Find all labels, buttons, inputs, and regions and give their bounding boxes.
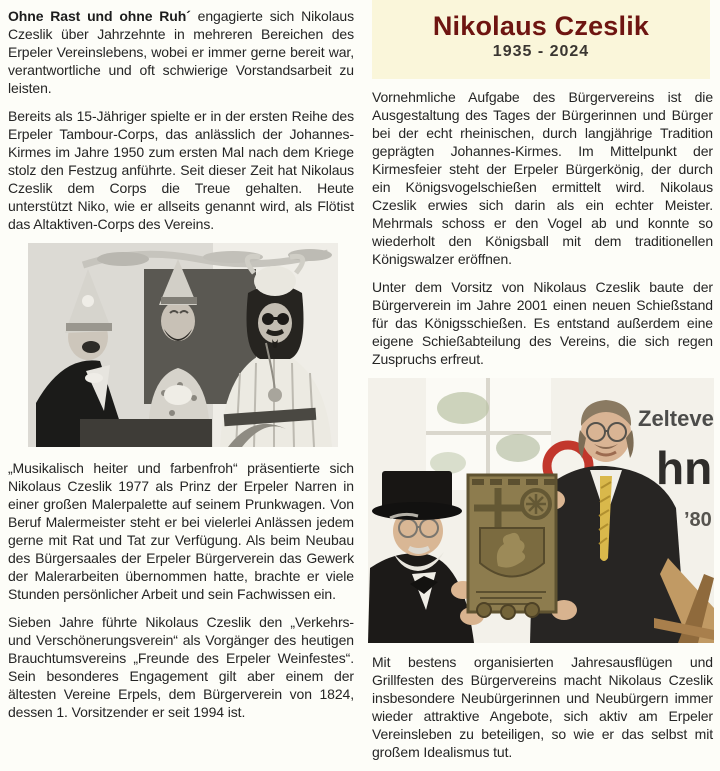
paragraph-intro [8, 7, 354, 97]
paragraph-intro-lead: Ohne Rast und ohne Ruh´ [8, 8, 191, 24]
paragraph-tambour-corps: Bereits als 15-Jähriger spielte er in der ersten Reihe des Erpeler Tambour-Corps, das anlässlich der Johannes-Kirmes im Jahre 1950 zum ersten Mal nach dem Kriege stolz den Festzug anführte. Seit dieser Zeit hat Nikolaus Czeslik dem Corps die Treue gehalten. Heute unterstützt Niko, wie er allseits genannt wird, als Flötist das Altaktiven-Corps des Vereins. [8, 108, 354, 232]
paragraph-intro-rest: engagierte sich Nikolaus Czeslik über Jahrzehnte in mehreren Bereichen des Erpeler Vereinslebens, wobei er immer gerne bereit war, verantwortliche und oft schwierige Vorstandsarbeit zu leisten. [8, 8, 355, 96]
carnival-photo [28, 243, 354, 447]
page-title: Nikolaus Czeslik [432, 11, 650, 41]
carnival-photo-graphic [28, 243, 338, 447]
banner-text-line1: Zelteve [638, 406, 714, 431]
banner-text-line3: ’80 [684, 509, 712, 531]
paragraph-ausfluege: Mit bestens organisierten Jahresausflügen und Grillfesten des Bürgervereins macht Nikolaus Czeslik insbesondere Neubürgerinnen und Neubürgern immer wieder attraktive Angebote, sich aktiv am Erpeler Vereinsleben zu beteiligen, so wie er das selbst mit großem Idealismus tut. [372, 654, 713, 760]
right-column [372, 0, 713, 771]
paragraph-schiessstand: Unter dem Vorsitz von Nikolaus Czeslik baute der Bürgerverein im Jahre 2001 einen neuen Schießstand für das Königsschießen. Es entstand außerdem eine eigene Schießabteilung des Vereins, die sich regen Zuspruchs erfreut. [372, 279, 713, 367]
banner-text-line2: hn [656, 442, 713, 494]
plaque-photo-graphic [368, 378, 714, 643]
paragraph-carnival: „Musikalisch heiter und farbenfroh“ präsentierte sich Nikolaus Czeslik 1977 als Prinz der Erpeler Narren in einer großen Malerpalette auf seinem Prunkwagen. Von Beruf Malermeister steht er bei vielerlei Anlässen jedem gerne mit Rat und Tat zur Verfügung. Als beim Neubau des Bürgersaales der Erpeler Bürgerverein das Gewerk der Malerarbeiten übernommen hatte, brachte er viele Stunden persönlicher Arbeit und sein Fachwissen ein. [8, 460, 354, 602]
left-column [8, 0, 354, 731]
life-years: 1935 - 2024 [492, 43, 590, 60]
paragraph-vereine: Sieben Jahre führte Nikolaus Czeslik den „Verkehrs- und Verschönerungsverein“ als Vorgänger des heutigen Brauchtumsvereins „Freunde des Erpeler Weinfestes“. Sein besonderes Engagement gilt aber einem der ältesten Vereine Erpels, dem Bürgerverein von 1824, dessen 1. Vorsitzender er seit 1994 ist. [8, 614, 354, 720]
memorial-header-box [372, 0, 710, 79]
paragraph-buergerverein: Vornehmliche Aufgabe des Bürgervereins ist die Ausgestaltung des Tages der Bürgerinnen und Bürger bei der echt rheinischen, durch langjährige Tradition geprägten Johannes-Kirmes. Im Mittelpunkt der Kirmesfeier steht der Erpeler Bürgerkönig, der durch ein Königsvogelschießen ermittelt wird. Nikolaus Czeslik erwies sich darin als ein echter Meister. Mehrmals schoss er den Vogel ab und konnte so wiederholt den Königsball mit dem traditionellen Königswalzer eröffnen. [372, 89, 713, 267]
plaque-presentation-photo [368, 378, 713, 643]
